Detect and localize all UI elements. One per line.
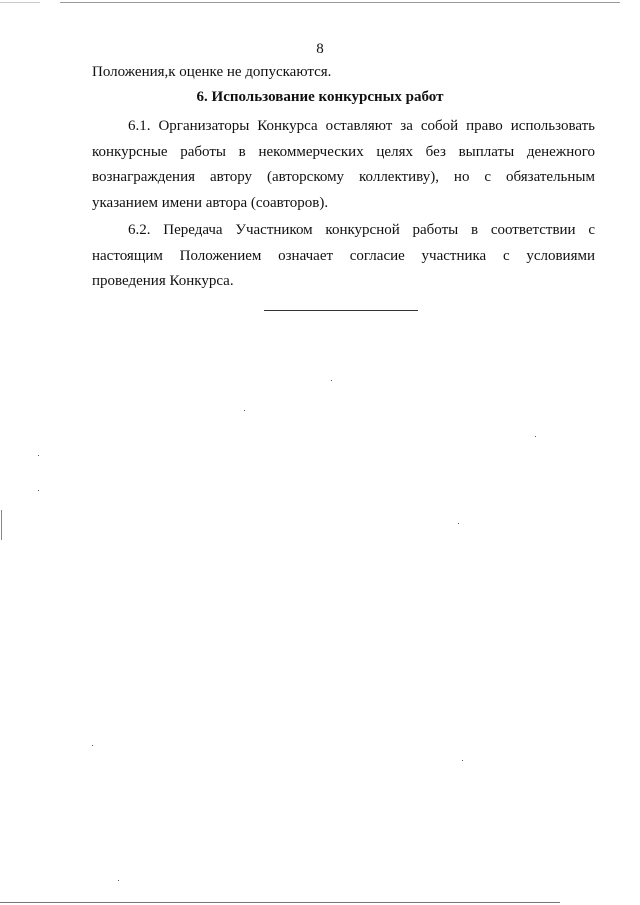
scan-speck	[118, 880, 119, 881]
scan-artifact-bottom	[0, 902, 560, 903]
text-line: 6.1. Организаторы Конкурса оставляют за собой право использовать	[128, 118, 595, 134]
paragraph-6-2	[92, 218, 595, 295]
scan-speck	[38, 490, 39, 491]
text-line: 6.2. Передача Участником конкурсной работы в соответствии с	[128, 222, 595, 238]
scan-speck	[38, 455, 39, 456]
page-number: 8	[316, 41, 324, 57]
scan-speck	[462, 760, 463, 761]
text-line: конкурсные работы в некоммерческих целях без выплаты денежного	[92, 143, 595, 160]
text-line: настоящим Положением означает согласие участника с условиями	[92, 247, 595, 264]
section-heading: 6. Использование конкурсных работ	[196, 89, 444, 105]
scan-speck	[458, 523, 459, 524]
text-line: указанием имени автора (соавторов).	[92, 194, 329, 211]
paragraph-6-1	[92, 114, 595, 216]
scan-artifact-top-left	[0, 2, 40, 3]
continuation-text	[92, 60, 595, 86]
text-line: Положения,к оценке не допускаются.	[92, 64, 332, 80]
scan-speck	[331, 380, 332, 381]
end-rule	[264, 310, 418, 311]
scan-speck	[244, 410, 245, 411]
scan-speck	[535, 436, 536, 437]
text-line: вознаграждения автору (авторскому коллективу), но с обязательным	[92, 169, 595, 185]
scan-artifact-left	[1, 510, 2, 540]
scan-artifact-top	[60, 2, 620, 3]
scan-speck	[92, 745, 93, 746]
text-line: проведения Конкурса.	[92, 273, 234, 289]
